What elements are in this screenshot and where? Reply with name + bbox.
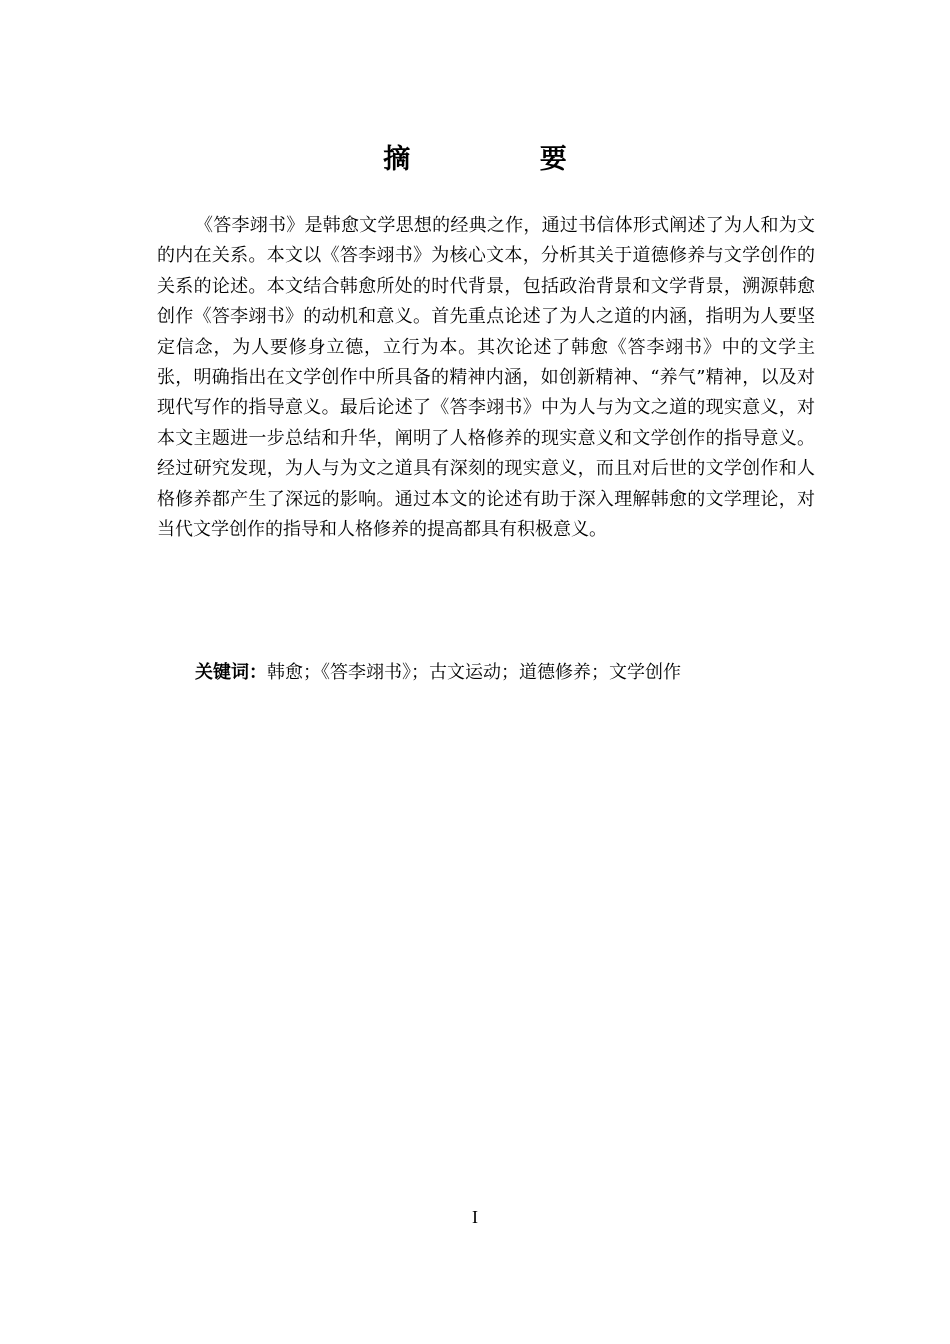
keywords-list: 韩愈；《答李翊书》；古文运动；道德修养；文学创作 bbox=[267, 662, 681, 683]
abstract-paragraph: 《答李翊书》是韩愈文学思想的经典之作，通过书信体形式阐述了为人和为文的内在关系。本文以《答李翊书》为核心文本，分析其关于道德修养与文学创作的关系的论述。本文结合韩愈所处的时代背景，包括政治背景和文学背景，溯源韩愈创作《答李翊书》的动机和意义。首先重点论述了为人之道的内涵，指明为人要坚定信念，为人要修身立德，立行为本。其次论述了韩愈《答李翊书》中的文学主张，明确指出在文学创作中所具备的精神内涵，如创新精神、“养气”精神，以及对现代写作的指导意义。最后论述了《答李翊书》中为人与为文之道的现实意义，对本文主题进一步总结和升华，阐明了人格修养的现实意义和文学创作的指导意义。经过研究发现，为人与为文之道具有深刻的现实意义，而且对后世的文学创作和人格修养都产生了深远的影响。通过本文的论述有助于深入理解韩愈的文学理论，对当代文学创作的指导和人格修养的提高都具有积极意义。 bbox=[157, 215, 815, 541]
page-title: 摘 要 bbox=[383, 144, 627, 175]
keywords-label: 关键词： bbox=[195, 662, 267, 683]
keywords-line bbox=[157, 658, 815, 688]
page-number: I bbox=[472, 1207, 478, 1227]
